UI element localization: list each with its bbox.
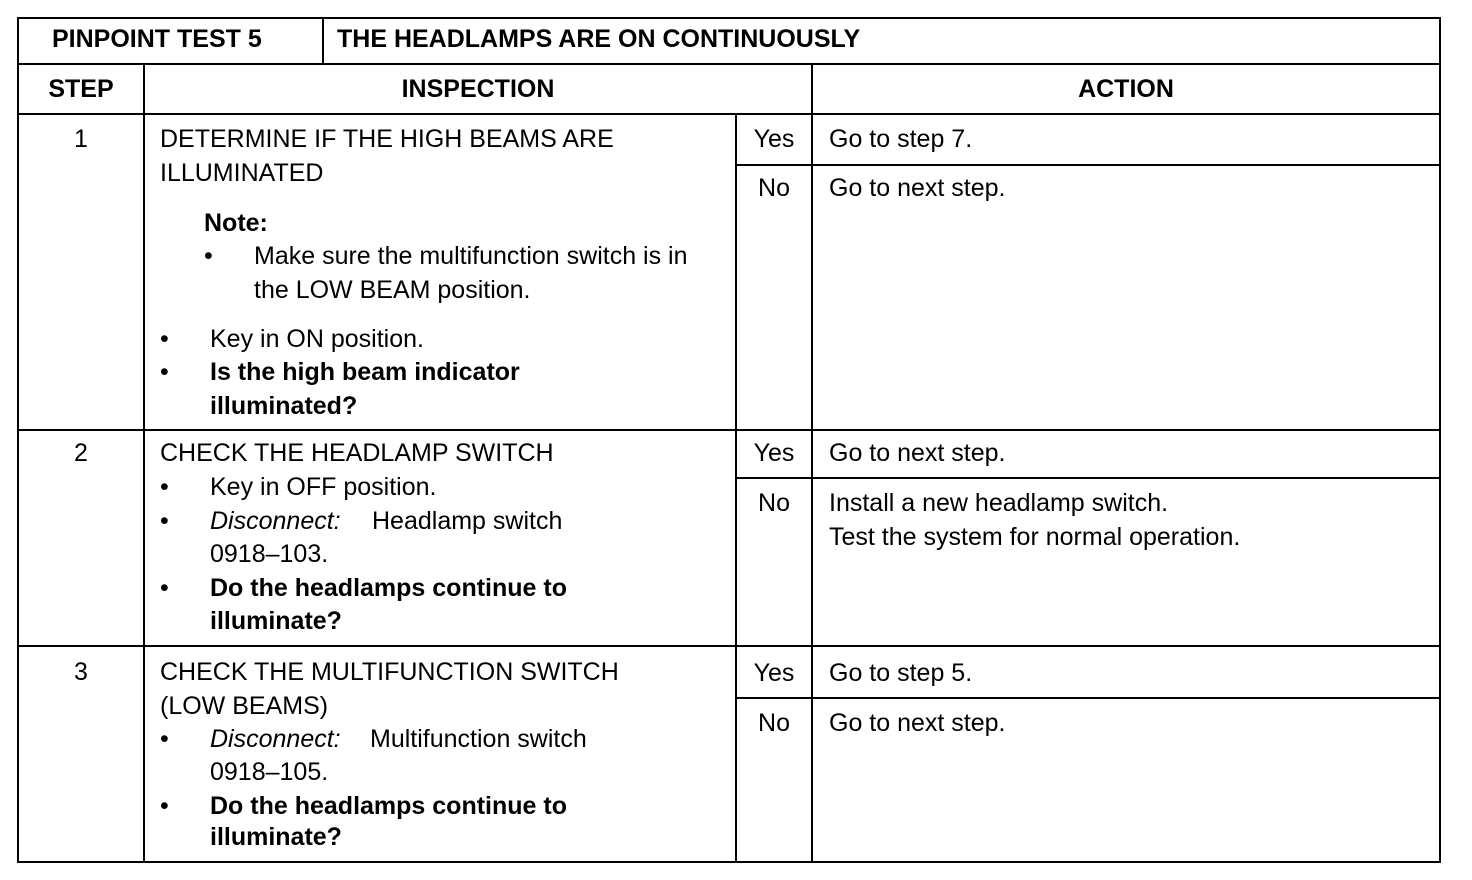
title-divider: [322, 17, 324, 65]
no-label: No: [758, 489, 790, 517]
note-label: Note:: [204, 209, 268, 237]
step-number: 3: [74, 658, 88, 686]
step2-bottom: [17, 645, 1441, 647]
bullet-icon: •: [204, 242, 213, 270]
step3-yes-no-separator: [735, 697, 1441, 699]
step-title: DETERMINE IF THE HIGH BEAMS ARE: [160, 125, 614, 153]
no-label: No: [758, 709, 790, 737]
step2-yes-no-separator: [735, 477, 1441, 479]
bullet-text: Key in ON position.: [210, 325, 424, 353]
bullet-text: Key in OFF position.: [210, 473, 437, 501]
bullet-icon: •: [160, 725, 169, 753]
step-title: CHECK THE HEADLAMP SWITCH: [160, 439, 554, 467]
bullet-icon: •: [160, 473, 169, 501]
test-title: THE HEADLAMPS ARE ON CONTINUOUSLY: [337, 25, 861, 53]
disconnect-text: Multifunction switch: [370, 725, 587, 753]
bullet-icon: •: [160, 507, 169, 535]
no-label: No: [758, 174, 790, 202]
no-action: Test the system for normal operation.: [829, 523, 1241, 551]
yes-action: Go to next step.: [829, 439, 1006, 467]
yes-label: Yes: [753, 659, 795, 687]
step-number: 1: [74, 125, 88, 153]
question-text: Do the headlamps continue to: [210, 574, 567, 602]
step-number: 2: [74, 439, 88, 467]
question-text: illuminate?: [210, 823, 342, 851]
yes-action: Go to step 5.: [829, 659, 973, 687]
disconnect-label: Disconnect:: [210, 725, 341, 753]
note-text: the LOW BEAM position.: [254, 276, 531, 304]
step1-bottom: [17, 429, 1441, 431]
border-right: [1439, 17, 1441, 863]
title-row-bottom: [17, 63, 1441, 65]
yes-label: Yes: [753, 439, 795, 467]
disconnect-text: 0918–105.: [210, 758, 329, 786]
column-action: ACTION: [1078, 75, 1174, 103]
bullet-icon: •: [160, 574, 169, 602]
border-top: [17, 17, 1441, 19]
question-text: illuminate?: [210, 607, 342, 635]
column-inspection: INSPECTION: [401, 75, 555, 103]
question-text: illuminated?: [210, 392, 358, 420]
column-step: STEP: [48, 75, 114, 103]
inspection-action-divider: [811, 63, 813, 863]
step-title: CHECK THE MULTIFUNCTION SWITCH: [160, 658, 619, 686]
disconnect-label: Disconnect:: [210, 507, 341, 535]
question-text: Do the headlamps continue to: [210, 792, 567, 820]
column-header-bottom: [17, 113, 1441, 115]
step-title: (LOW BEAMS): [160, 692, 329, 720]
test-label: PINPOINT TEST 5: [52, 25, 262, 53]
no-action: Go to next step.: [829, 174, 1006, 202]
border-bottom: [17, 861, 1441, 863]
yes-action: Go to step 7.: [829, 125, 973, 153]
disconnect-text: 0918–103.: [210, 540, 329, 568]
bullet-icon: •: [160, 792, 169, 820]
step1-yes-no-separator: [735, 164, 1441, 166]
no-action: Go to next step.: [829, 709, 1006, 737]
step-divider: [143, 63, 145, 863]
question-text: Is the high beam indicator: [210, 358, 520, 386]
step-title: ILLUMINATED: [160, 159, 324, 187]
disconnect-text: Headlamp switch: [372, 507, 563, 535]
yes-label: Yes: [753, 125, 795, 153]
bullet-icon: •: [160, 358, 169, 386]
no-action: Install a new headlamp switch.: [829, 489, 1169, 517]
note-text: Make sure the multifunction switch is in: [254, 242, 688, 270]
bullet-icon: •: [160, 325, 169, 353]
